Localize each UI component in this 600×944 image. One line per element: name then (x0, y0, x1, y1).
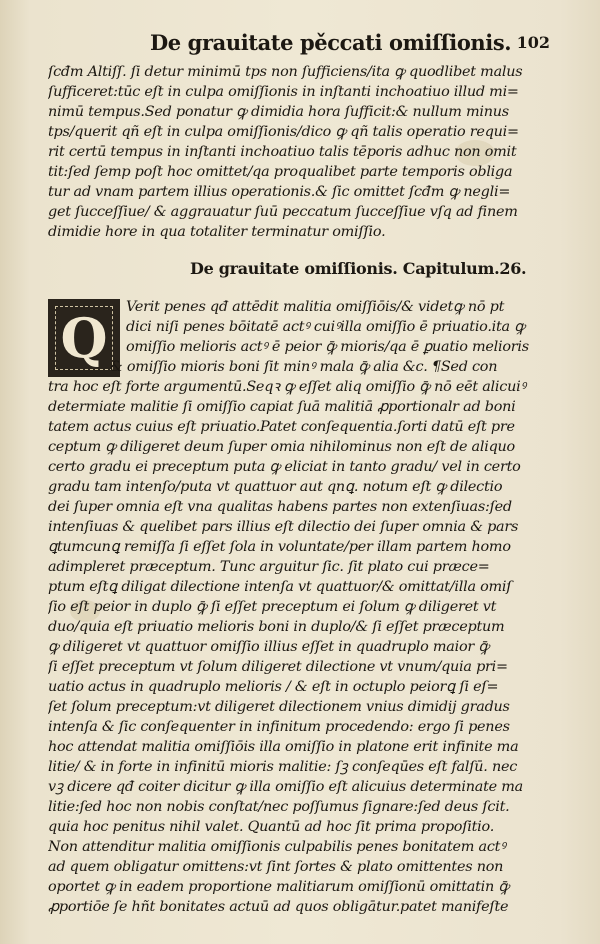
text-line: ſcđm Altiſſ. ſi detur minimū tps non ſufficiens/ita ꝙ quodlibet malus (48, 64, 523, 80)
text-line: ad quem obligatur omittens:vt ſint ſortes & plato omittentes non (48, 859, 504, 875)
text-line: rit certū tempus in inſtanti inchoatiuo talis tēporis adhuc non omit (48, 144, 517, 160)
text-line: litie/ & in forte in infinitū mioris malitie: ſꝫ conſeqūes eſt falſū. nec (48, 759, 518, 775)
text-line: determiate malitie ſi omiſſio capiat ſuā malitiā ꝓportionalr ad boni (48, 399, 516, 415)
text-line: vꝫ dicere qđ coiter dicitur ꝙ illa omiſſio eſt alicuius determinate ma (48, 779, 523, 795)
text-line: ſio eſt peior in duplo ꝙ̄ ſi eſſet preceptum ei ſolum ꝙ diligeret vt (48, 599, 497, 615)
page-header (150, 30, 550, 54)
text-line: intenſa & ſic conſequenter in infinitum procedendo: ergo ſi penes (48, 719, 510, 735)
text-line: ꝙ diligeret vt quattuor omiſſio illius eſſet in quadruplo maior ꝙ̄ (48, 639, 489, 655)
text-line: litie:ſed hoc non nobis conſtat/nec poſſumus ſignare:ſed deus ſcit. (48, 799, 510, 815)
text-line: Verit penes qđ attēdit malitia omiſſiōis/& videtꝙ nō pt (126, 299, 505, 315)
text-line: & omiſſio mioris boni ſit minꝰ mala ꝙ̄ alia &c. ¶Sed con (110, 359, 498, 375)
text-line: ſi eſſet preceptum vt ſolum diligeret dilectione vt vnum/quia pri= (48, 659, 508, 675)
text-line: ꝗtumcunꝗ remiſſa ſi eſſet ſola in voluntate/per illam partem homo (48, 539, 511, 555)
chapter-heading: De grauitate omiſſionis. Capitulum.26. (190, 259, 527, 278)
text-line: tatem actus cuius eſt priuatio.Patet conſequentia.ſorti datū eſt pre (48, 419, 515, 435)
text-line: tra hoc eſt forte argumentū.Seqꝛ ꝙ eſſet aliq omiſſio ꝙ̄ nō eēt alicuiꝰ (48, 379, 526, 395)
text-line: oportet ꝙ in eadem proportione malitiarum omiſſionū omittatin ꝙ̄ (48, 879, 509, 895)
text-line: dici niſi penes bōitatē actꝰ cuiꝰilla omiſſio ē priuatio.ita ꝙ (126, 319, 525, 335)
text-line: Non attenditur malitia omiſſionis culpabilis penes bonitatem actꝰ (48, 839, 506, 855)
text-line: nimū tempus.Sed ponatur ꝙ dimidia hora ſufficit:& nullum minus (48, 104, 509, 120)
text-line: tur ad vnam partem illius operationis.& ſic omittet ſcđm ꝙ negli= (48, 184, 511, 200)
text-line: certo gradu ei preceptum puta ꝙ eliciat in tanto gradu/ vel in certo (48, 459, 521, 475)
text-line: uatio actus in quadruplo melioris / & eſt in octuplo peiorꝗ ſi eſ= (48, 679, 499, 695)
text-line: ꝓportiōe ſe hñt bonitates actuū ad quos obligātur.patet manifeſte (48, 899, 509, 915)
text-line: dimidie hore in qua totaliter terminatur omiſſio. (48, 224, 386, 240)
text-line: ptum eſtꝗ diligat dilectione intenſa vt quattuor/& omittat/illa omiſ (48, 579, 512, 595)
text-line: hoc attendat malitia omiſſiōis illa omiſſio in platone erit infinite ma (48, 739, 519, 755)
text-line: adimpleret præceptum. Tunc arguitur ſic. ſit plato cui præce= (48, 559, 490, 575)
text-line: ſufficeret:tūc eſt in culpa omiſſionis in inſtanti inchoatiuo illud mi= (48, 84, 519, 100)
text-line: ſet ſolum preceptum:vt diligeret dilectionem vnius dimidij gradus (48, 699, 510, 715)
text-line: duo/quia eſt priuatio melioris boni in duplo/& ſi eſſet præceptum (48, 619, 505, 635)
text-line: tit:ſed ſemp poſt hoc omittet/qa proqualibet parte temporis obliga (48, 164, 513, 180)
running-title: De grauitate pěccati omiſſionis. (150, 30, 512, 55)
text-line: quia hoc penitus nihil valet. Quantū ad hoc ſit prima propoſitio. (48, 819, 495, 835)
text-line: tps/querit qñ eſt in culpa omiſſionis/dico ꝙ qñ talis operatio requi= (48, 124, 519, 140)
text-line: get ſucceſſiue/ & aggrauatur ſuū peccatum ſucceſſiue vſq ad finem (48, 204, 518, 220)
text-line: omiſſio melioris actꝰ ē peior ꝙ̄ mioris/qa ē ꝑuatio melioris (126, 339, 529, 355)
text-line: intenſiuas & quelibet pars illius eſt dilectio dei ſuper omnia & pars (48, 519, 519, 535)
text-line: ceptum ꝙ diligeret deum ſuper omia nihilominus non eſt de aliquo (48, 439, 515, 455)
page-number: 102 (516, 33, 550, 52)
initial-letter: Q (60, 306, 108, 370)
text-line: dei ſuper omnia eſt vna qualitas habens partes non extenſiuas:ſed (48, 499, 512, 515)
text-line: gradu tam intenſo/puta vt quattuor aut qnꝗ. notum eſt ꝙ dilectio (48, 479, 503, 495)
